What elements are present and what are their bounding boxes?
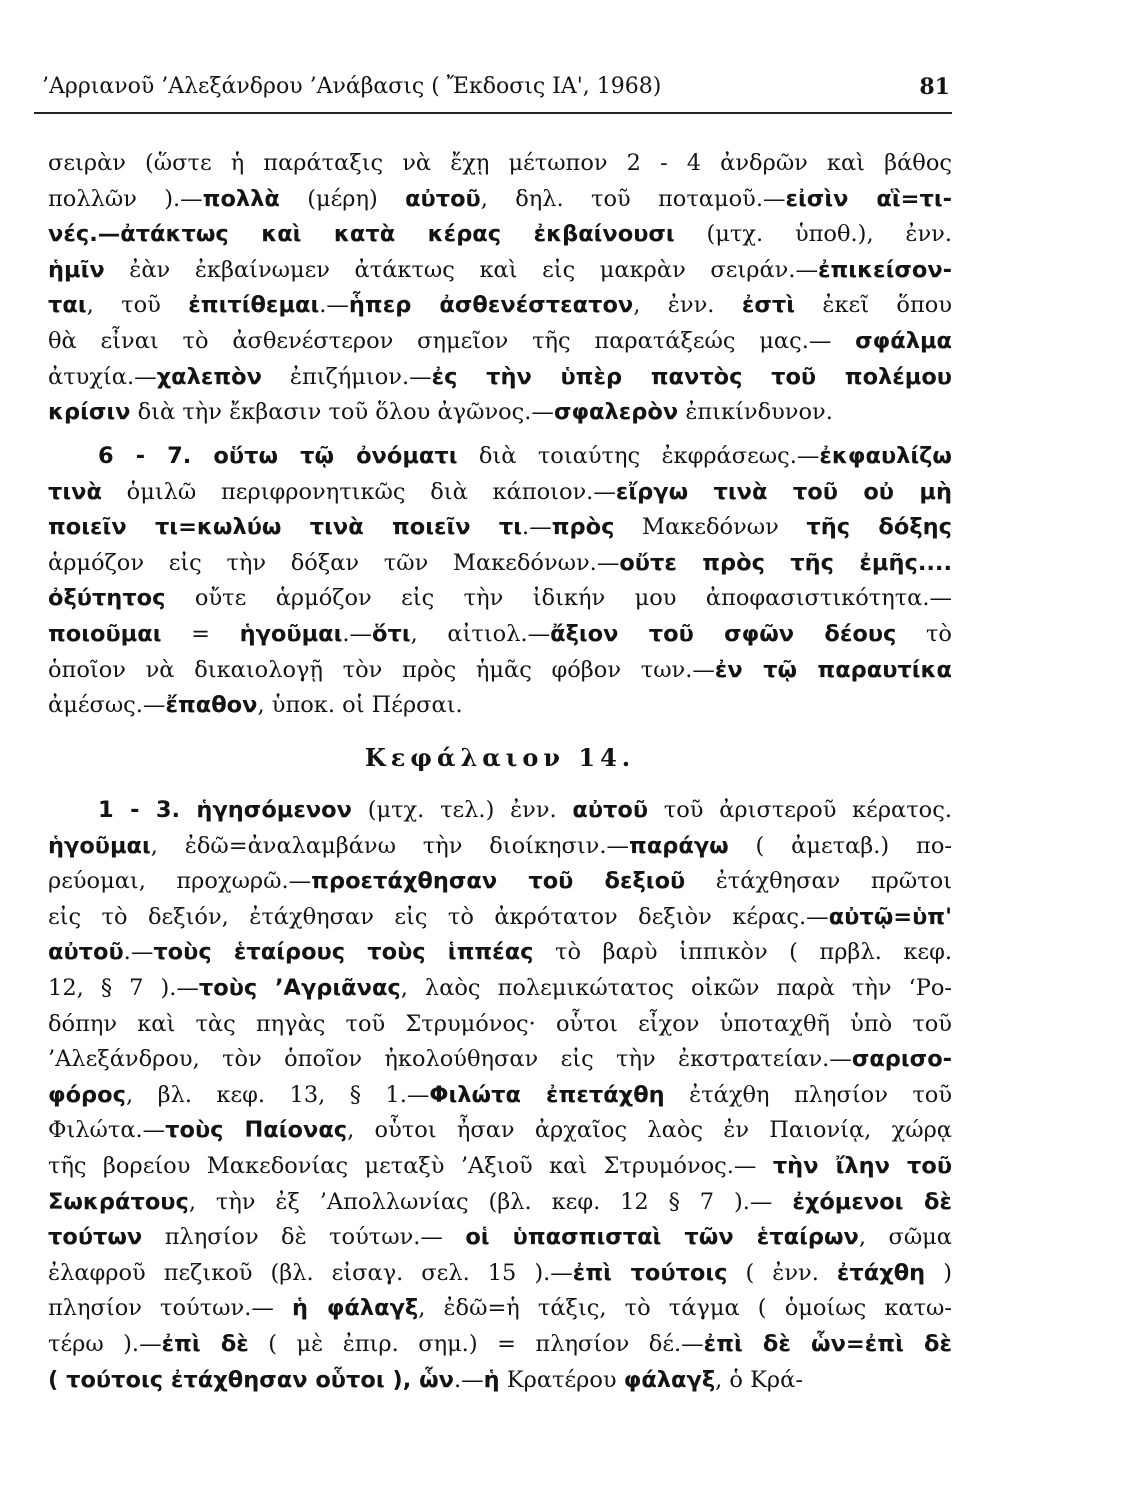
text-run: , ὁ Κρά- — [715, 1366, 803, 1393]
text-run: τέρω ).— — [48, 1330, 162, 1357]
text-run: , δηλ. τοῦ ποταμοῦ.— — [480, 185, 786, 212]
text-run: ρεύομαι, προχωρῶ.— — [48, 868, 312, 895]
text-run: .— — [453, 1366, 484, 1393]
text-run: , ὑποκ. οἱ Πέρσαι. — [257, 692, 463, 719]
text-run: ( μὲ ἐπιρ. σημ.) = πλησίον δέ.— — [248, 1330, 704, 1357]
bold-term: προετάχθησαν τοῦ δεξιοῦ — [311, 868, 686, 895]
bold-term: ἐν τῷ παραυτίκα — [714, 656, 953, 683]
bold-term: φόρος — [48, 1081, 126, 1108]
text-line — [48, 360, 952, 396]
running-header-title: ’Αρριανοῦ ’Αλεξάνδρου ’Ανάβασις ( Ἔκδοσις ΙΑ', 1968) — [42, 74, 662, 99]
text-line — [48, 1256, 952, 1292]
text-run: , οὗτοι ἦσαν ἀρχαῖος λαὸς ἐν Παιονίᾳ, χώρᾳ — [347, 1117, 952, 1144]
text-line — [48, 1007, 952, 1043]
text-line — [48, 1113, 952, 1149]
bold-term: πολλὰ — [202, 185, 280, 212]
text-run: , βλ. κεφ. 13, § 1.— — [125, 1081, 430, 1108]
text-run: Φιλώτα.— — [48, 1117, 166, 1144]
text-line — [48, 146, 952, 182]
bold-term: εἰσὶν αἳ=τι- — [785, 185, 952, 212]
bold-term: τῆς δόξης — [806, 514, 952, 541]
text-run: ἐτάχθησαν πρῶτοι — [685, 868, 953, 895]
text-line — [48, 1220, 952, 1256]
text-line — [48, 182, 952, 218]
text-line — [48, 1078, 952, 1114]
text-run: (μτχ. ὑποθ.), ἐνν. — [674, 221, 952, 248]
bold-term: ποιεῖν τι=κωλύω τινὰ ποιεῖν τι — [48, 514, 523, 541]
text-line — [48, 900, 952, 936]
text-run: ἁρμόζον εἰς τὴν δόξαν τῶν Μακεδόνων.— — [48, 549, 620, 576]
text-line — [48, 546, 952, 582]
bold-term: ἡγοῦμαι — [48, 832, 151, 859]
text-run: ) — [925, 1259, 952, 1286]
text-line — [48, 288, 952, 324]
text-line — [48, 971, 952, 1007]
text-run: , αἰτιολ.— — [410, 620, 551, 647]
bold-term: 6 - 7. οὕτω τῷ ὀνόματι — [98, 443, 458, 469]
bold-term: τοὺς ἑταίρους τοὺς ἱππέας — [153, 939, 534, 966]
bold-term: ται — [48, 292, 87, 319]
text-line — [48, 1149, 952, 1185]
bold-term: ἐπὶ δὲ ὧν=ἐπὶ δὲ — [703, 1330, 952, 1357]
text-run: ἐτάχθη πλησίον τοῦ — [664, 1081, 952, 1108]
text-run: θὰ εἶναι τὸ ἀσθενέστερον σημεῖον τῆς παρατάξεώς μας.— — [48, 327, 856, 354]
bold-term: τοὺς Παίονας — [165, 1117, 348, 1144]
text-run: διὰ τοιαύτης ἐκφράσεως.— — [457, 443, 820, 469]
text-run: .— — [123, 939, 154, 966]
text-run: Κρατέρου — [499, 1366, 624, 1393]
text-line — [48, 475, 952, 511]
paragraph — [48, 439, 952, 724]
text-run: πλησίον δὲ τούτων.— — [142, 1224, 466, 1251]
text-run: 12, § 7 ).— — [48, 974, 199, 1001]
bold-term: ἡγοῦμαι — [239, 620, 343, 647]
text-line — [48, 510, 952, 546]
bold-term: πρὸς — [551, 514, 615, 541]
bold-term: ἔπαθον — [165, 692, 258, 719]
text-run: = — [161, 620, 240, 647]
bold-term: τοὺς ’Αγριᾶνας — [198, 974, 401, 1001]
text-line — [48, 1042, 952, 1078]
bold-term: σαρισο- — [851, 1046, 952, 1073]
bold-term: ἄξιον τοῦ σφῶν δέους — [550, 620, 897, 647]
text-run: ἀμέσως.— — [48, 692, 166, 719]
text-line — [48, 793, 952, 829]
text-run: Μακεδόνων — [614, 514, 807, 541]
text-run: (μέρη) — [279, 185, 406, 212]
bold-term: αὐτῷ=ὑπ' — [828, 903, 952, 930]
text-run: , ἐδῶ=ἀναλαμβάνω τὴν διοίκησιν.— — [150, 832, 630, 859]
bold-term: φάλαγξ — [623, 1366, 716, 1393]
bold-term: ἐς τὴν ὑπὲρ παντὸς τοῦ πολέμου — [431, 363, 952, 390]
bold-term: οὔτε πρὸς τῆς ἐμῆς.... — [619, 549, 953, 576]
page-number: 81 — [919, 74, 950, 100]
bold-term: σφάλμα — [855, 327, 952, 354]
bold-term: οἱ ὑπασπισταὶ τῶν ἑταίρων — [465, 1224, 859, 1251]
text-line — [48, 324, 952, 360]
bold-term: ( τούτοις ἐτάχθησαν οὗτοι ), ὧν — [48, 1366, 454, 1393]
text-run: , ἐνν. — [633, 292, 742, 319]
bold-term: τὴν ἴλην τοῦ — [772, 1152, 953, 1179]
text-run: , ἐδῶ=ἡ τάξις, τὸ τάγμα ( ὁμοίως κατω- — [418, 1295, 952, 1322]
text-line — [48, 1291, 952, 1327]
text-run: τὸ βαρὺ ἱππικὸν ( πρβλ. κεφ. — [533, 939, 952, 966]
text-run: οὔτε ἁρμόζον εἰς τὴν ἰδικήν μου ἀποφασιστικότητα.— — [165, 585, 952, 612]
bold-term: ἐστὶ — [741, 292, 795, 319]
paragraph — [48, 793, 952, 1398]
text-line — [48, 935, 952, 971]
bold-term: Σωκράτους — [48, 1188, 189, 1215]
bold-term: ποιοῦμαι — [48, 620, 162, 647]
bold-term: σφαλερὸν — [553, 399, 679, 426]
text-line — [48, 1327, 952, 1363]
text-run: ἐπιζήμιον.— — [261, 363, 432, 390]
text-run: σειρὰν (ὥστε ἡ παράταξις νὰ ἔχῃ μέτωπον 2 - 4 ἀνδρῶν καὶ βάθος — [48, 150, 952, 176]
text-run: .— — [522, 514, 552, 541]
bold-term: ἡ — [483, 1366, 500, 1393]
bold-term: αὐτοῦ — [405, 185, 481, 212]
text-line — [48, 829, 952, 865]
bold-term: τινὰ — [48, 478, 102, 505]
bold-term: ἐπιτίθεμαι — [188, 292, 320, 319]
chapter-heading: Κεφάλαιον 14. — [364, 743, 636, 772]
text-run: τὸ — [896, 620, 952, 647]
text-run: , τοῦ — [86, 292, 189, 319]
bold-term: ὅτι — [372, 620, 411, 647]
text-line — [48, 395, 952, 431]
bold-term: παράγω — [629, 832, 729, 859]
text-run: ὁμιλῶ περιφρονητικῶς διὰ κάποιον.— — [101, 478, 616, 505]
bold-term: ἐχόμενοι δὲ — [792, 1188, 952, 1215]
header-rule — [34, 112, 952, 114]
bold-term: κρίσιν — [48, 399, 131, 426]
bold-term: ἡμῖν — [48, 256, 105, 283]
text-run: τῆς βορείου Μακεδονίας μεταξὺ ’Αξιοῦ καὶ Στρυμόνος.— — [48, 1152, 773, 1179]
bold-term: ἧπερ ἀσθενέστεατον — [348, 292, 634, 319]
running-header — [42, 74, 950, 99]
bold-term: τούτων — [48, 1224, 143, 1251]
bold-term: εἴργω τινὰ τοῦ οὐ μὴ — [615, 478, 952, 505]
text-line — [48, 1363, 952, 1399]
bold-term: αὐτοῦ — [572, 797, 649, 823]
text-line — [48, 1185, 952, 1221]
text-run: ’Αλεξάνδρου, τὸν ὁποῖον ἠκολούθησαν εἰς τὴν ἐκστρατείαν.— — [48, 1046, 852, 1073]
text-run: , λαὸς πολεμικώτατος οἰκῶν παρὰ τὴν ‘Ρο- — [400, 974, 953, 1001]
bold-term: ἐπὶ δὲ — [161, 1330, 249, 1357]
text-line — [48, 653, 952, 689]
bold-term: ἐπὶ τούτοις — [572, 1259, 728, 1286]
text-run: ( ἀμεταβ.) πο- — [728, 832, 952, 859]
paragraph — [48, 146, 952, 431]
bold-term: ἐπικείσον- — [817, 256, 952, 283]
text-run: ἐκεῖ ὅπου — [795, 292, 952, 319]
text-run: ἐλαφροῦ πεζικοῦ (βλ. εἰσαγ. σελ. 15 ).— — [48, 1259, 573, 1286]
text-run: διὰ τὴν ἔκβασιν τοῦ ὅλου ἀγῶνος.— — [130, 399, 554, 426]
text-run: ( ἐνν. — [727, 1259, 837, 1286]
text-run: .— — [342, 620, 373, 647]
bold-term: αὐτοῦ — [48, 939, 124, 966]
bold-term: νές.—ἀτάκτως καὶ κατὰ κέρας ἐκβαίνουσι — [48, 221, 675, 248]
text-run: εἰς τὸ δεξιόν, ἐτάχθησαν εἰς τὸ ἀκρότατον δεξιὸν κέρας.— — [48, 903, 829, 930]
text-run: , τὴν ἐξ ’Απολλωνίας (βλ. κεφ. 12 § 7 ).— — [188, 1188, 793, 1215]
bold-term: 1 - 3. ἡγησόμενον — [98, 797, 352, 823]
text-run: , σῶμα — [858, 1224, 952, 1251]
text-run: ἐπικίνδυνον. — [678, 399, 833, 426]
text-run: πολλῶν ).— — [48, 185, 203, 212]
text-line — [48, 864, 952, 900]
text-run: (μτχ. τελ.) ἐνν. — [351, 797, 573, 823]
text-run: πλησίον τούτων.— — [48, 1295, 292, 1322]
text-run: ὁποῖον νὰ δικαιολογῇ τὸν πρὸς ἡμᾶς φόβον των.— — [48, 656, 715, 683]
text-line — [48, 439, 952, 475]
text-line — [48, 617, 952, 653]
bold-term: χαλεπὸν — [156, 363, 262, 390]
bold-term: ὀξύτητος — [48, 585, 166, 612]
text-run: δόπην καὶ τὰς πηγὰς τοῦ Στρυμόνος· οὗτοι εἶχον ὑποταχθῆ ὑπὸ τοῦ — [48, 1010, 952, 1037]
text-run: ἀτυχία.— — [48, 363, 157, 390]
bold-term: ἐτάχθη — [836, 1259, 926, 1286]
text-line — [48, 688, 952, 724]
text-run: τοῦ ἀριστεροῦ κέρατος. — [648, 797, 952, 823]
text-line — [48, 581, 952, 617]
text-run: ἐὰν ἐκβαίνωμεν ἀτάκτως καὶ εἰς μακρὰν σειράν.— — [104, 256, 818, 283]
text-run: .— — [319, 292, 349, 319]
bold-term: Φιλώτα ἐπετάχθη — [429, 1081, 665, 1108]
bold-term: ἡ φάλαγξ — [292, 1295, 419, 1322]
text-line — [48, 253, 952, 289]
bold-term: ἐκφαυλίζω — [819, 443, 952, 469]
text-line — [48, 217, 952, 253]
